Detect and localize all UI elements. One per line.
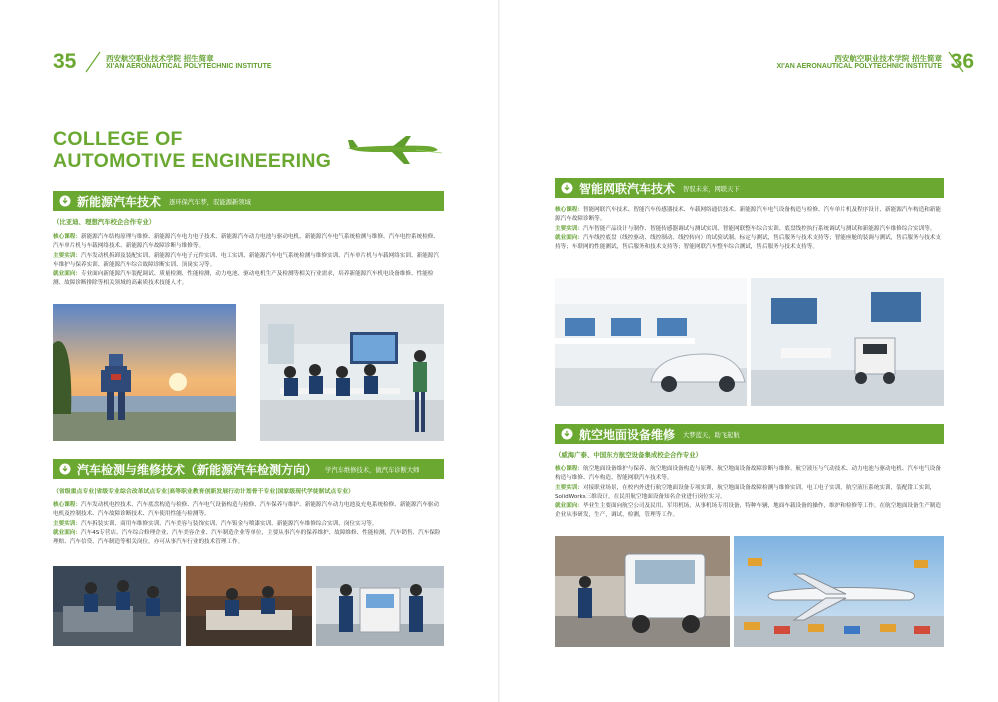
- major-header-aviation-ground-equipment: [555, 424, 944, 444]
- major-info-block: [555, 465, 944, 521]
- photo-engine-repair: [53, 566, 181, 646]
- photo-robot-lab: [751, 278, 944, 406]
- photo-smart-car-lab: [555, 278, 747, 406]
- info-label: 就业面向：: [53, 271, 81, 278]
- info-label: 就业面向：: [53, 529, 81, 536]
- info-core-courses: [555, 206, 944, 225]
- info-label: 核心课程：: [53, 502, 81, 508]
- download-circle-icon: [59, 195, 71, 207]
- photo-robot-statue: [53, 304, 236, 441]
- major-title: 新能源汽车技术: [77, 194, 162, 209]
- right-page: [499, 0, 998, 702]
- school-name-cn: 西安航空职业技术学院 招生简章: [106, 54, 214, 63]
- cooperation-note: （省级重点专业|省级专业综合改革试点专业|高等职业教育创新发展行动计划骨干专业|国家级现代学徒制试点专业）: [53, 489, 354, 495]
- download-circle-icon: [59, 463, 71, 475]
- college-title: [53, 128, 331, 172]
- major-slogan: 学汽车维修技术，做汽车诊断大师: [325, 466, 420, 474]
- info-employment: [53, 529, 444, 548]
- info-training: [555, 484, 944, 503]
- download-circle-icon: [561, 428, 573, 440]
- info-label: 就业面向：: [555, 234, 583, 241]
- major-title: 航空地面设备维修: [579, 427, 676, 442]
- page-number: 36: [950, 50, 974, 73]
- major-header-intelligent-connected-vehicle: [555, 178, 944, 198]
- info-training: [53, 520, 444, 529]
- college-title-line2: AUTOMOTIVE ENGINEERING: [53, 150, 332, 172]
- info-employment: [53, 270, 444, 289]
- photo-airport-equipment: [734, 536, 944, 647]
- info-label: 主要实训：: [555, 484, 583, 491]
- info-label: 核心课程：: [555, 466, 583, 472]
- school-name-cn: 西安航空职业技术学院 招生简章: [834, 54, 942, 63]
- major-header-vehicle-inspection: [53, 459, 444, 479]
- photo-test-bench: [316, 566, 444, 646]
- info-label: 主要实训：: [555, 225, 583, 232]
- info-text: 汽车发动机拆卸及装配实训、新能源汽车电子元件实训、电工实训、新能源汽车电气系统检测与维修实训、汽车单片机与车载网络实训、新能源汽车维护与保养实训、新能源汽车综合故障诊断实训、顶岗实习等。: [53, 252, 439, 268]
- info-label: 主要实训：: [53, 520, 81, 527]
- airplane-icon: [346, 134, 444, 166]
- major-info-block: [53, 233, 444, 289]
- major-header-new-energy-vehicle: [53, 191, 444, 211]
- major-slogan: 逐环保汽车梦，驭能源新领域: [169, 198, 251, 206]
- info-text: 专业面向新能源汽车装配调试、质量检测、性能检测，动力电池、驱动电机生产及检测等相关行业需求，培养新能源汽车机电设备维修、性能检测、故障诊断排除等相关领域的高素质技术技能人才。: [53, 271, 434, 287]
- info-text: 航空地面设备维护与保养、航空地面设备构造与原理、航空地面设备故障诊断与维修、航空液压与气动技术、动力电池与驱动电机、汽车电气设备构造与维修、汽车构造、智能网联汽车技术等。: [555, 466, 941, 482]
- info-text: 汽车智能产品设计与制作、智能传感器调试与测试实训、智能网联整车综合实训、底盘线控执行系统调试与测试和新能源汽车维修综合实训等。: [582, 225, 936, 232]
- info-label: 核心课程：: [53, 234, 81, 240]
- info-text: 汽车4S专营店、汽车综合修理企业、汽车美容企业、汽车制造企业等单位，主要从事汽车的保养维护、故障维修、性能检测，汽车销售、汽车保险理赔、汽车信贷、汽车制造等相关岗位，亦可从事汽车行业的技术管理工作。: [53, 529, 441, 546]
- info-training: [53, 252, 444, 271]
- photo-ground-tractor: [555, 536, 730, 647]
- cooperation-note: （比亚迪、理想汽车校企合作专业）: [53, 218, 156, 226]
- info-core-courses: [53, 233, 444, 252]
- school-name-en: XI'AN AERONAUTICAL POLYTECHNIC INSTITUTE: [106, 63, 272, 70]
- major-slogan: 大梦蓝天，助飞起航: [683, 431, 740, 439]
- cooperation-note: （威海广泰、中国东方航空设备集成校企合作专业）: [555, 451, 702, 459]
- info-text: 汽车发动机电控技术、汽车底盘构造与检修、汽车电气设备构造与检修、汽车保养与维护、新能源汽车动力电池及充电系统检修、新能源汽车驱动电机及控制技术、汽车故障诊断技术、汽车使用性能与检测等。: [53, 502, 439, 518]
- info-label: 主要实训：: [53, 252, 81, 259]
- info-label: 就业面向：: [555, 503, 583, 510]
- info-text: 汽车线控底盘（线控驱动、线控制动、线控转向）的试验试制、标定与测试，售后服务与技术支持等；智能座舱的装调与测试，售后服务与技术支持等；车联网的性能测试，售后服务和技术支持等；智能网联汽车整车综合测试，售后服务与技术支持等。: [555, 234, 941, 251]
- major-info-block: [555, 206, 944, 252]
- major-title: 汽车检测与维修技术（新能源汽车检测方向）: [77, 462, 318, 477]
- download-circle-icon: [561, 182, 573, 194]
- page-number: 35: [53, 50, 77, 73]
- photo-auto-workshop: [186, 566, 312, 646]
- college-title-line1: COLLEGE OF: [53, 128, 183, 150]
- info-employment: [555, 502, 944, 521]
- info-text: 新能源汽车结构原理与维修、新能源汽车电力电子技术、新能源汽车动力电池与驱动电机、新能源汽车电气系统检测与维修、汽车电控系统检修、汽车单片机与车载网络技术、新能源汽车故障诊断与维修等。: [53, 234, 439, 250]
- major-info-block: [53, 501, 444, 547]
- info-core-courses: [53, 501, 444, 520]
- major-title: 智能网联汽车技术: [579, 181, 676, 196]
- info-core-courses: [555, 465, 944, 484]
- info-employment: [555, 234, 944, 253]
- info-text: 汽车拆装实训、商用车维修实训、汽车美容与装饰实训、汽车钣金与喷漆实训、新能源汽车维修综合实训、岗位实习等。: [80, 520, 378, 527]
- info-text: 对接职业场景，在校内外进行航空地面设备专项实训，航空地面设备故障检测与维修实训，电工电子实训，航空液压系统实训，装配钳工实训，SolidWorks三维设计，在民用航空地面设备知名企业进行岗位实习。: [555, 484, 936, 500]
- info-training: [555, 225, 944, 234]
- info-text: 毕业生主要面向航空公司及民用、军用机场，从事机场专用设备，特种车辆，地面车载设备的操作，维护和检修等工作。在航空地面设备生产制造企业从事研发，生产，调试，检测，管理等工作。: [555, 503, 941, 519]
- info-text: 智能网联汽车技术、智能汽车传感器技术、车载网络通信技术、新能源汽车电气设备构造与检修、汽车单片机及程序设计、新能源汽车构造和新能源汽车故障诊断等。: [555, 207, 941, 223]
- major-slogan: 智驭未来，网联天下: [683, 185, 740, 193]
- school-name-en: XI'AN AERONAUTICAL POLYTECHNIC INSTITUTE: [776, 63, 942, 70]
- info-label: 核心课程：: [555, 207, 583, 213]
- photo-classroom: [260, 304, 444, 441]
- slash-divider-icon: [83, 50, 103, 74]
